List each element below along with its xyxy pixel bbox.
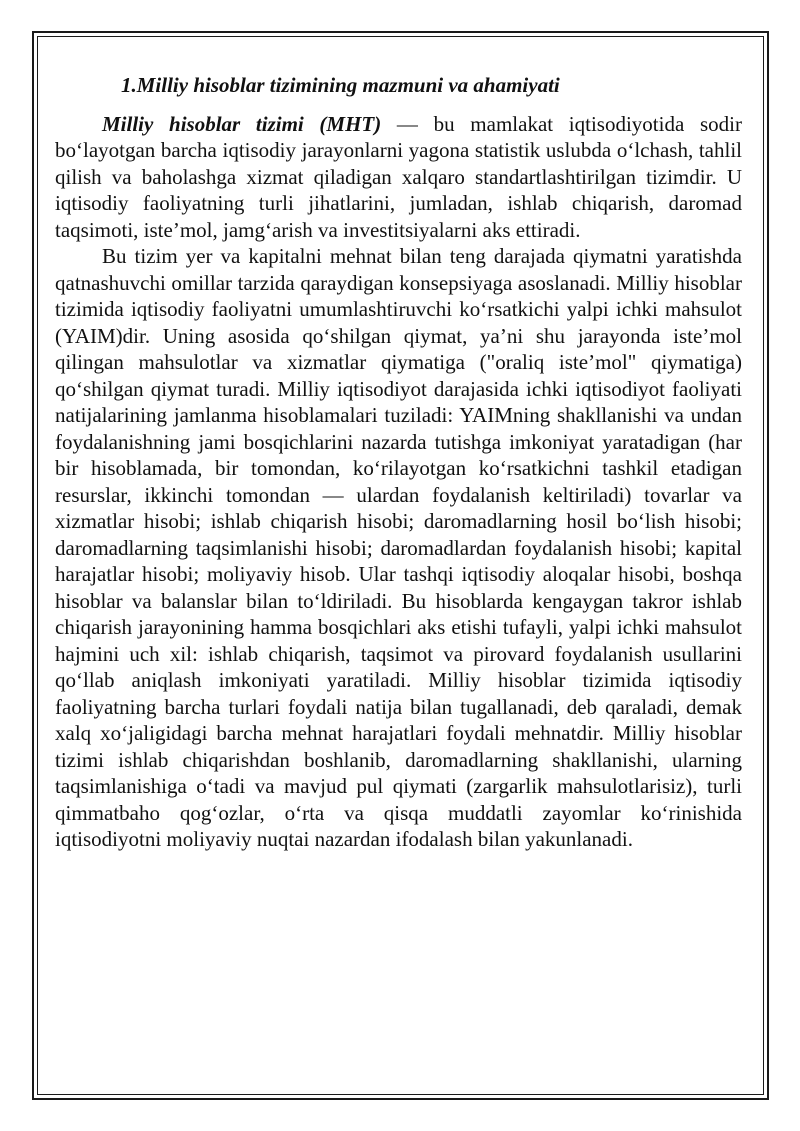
definition-text: — bu mamlakat iqtisodiyotida sodir bo‘layotgan barcha iqtisodiy jarayonlarni yagona statistik uslubda o‘lchash, tahlil qilish va baholashga xizmat qiladigan xalqaro standartlashtirilgan tizimdir. U iqtisodiy faoliyatning turli jihatlarini, jumladan, ishlab chiqarish, daromad taqsimoti, iste’mol, jamg‘arish va investitsiyalarni aks ettiradi. bbox=[55, 111, 742, 242]
paragraph-definition bbox=[55, 111, 742, 244]
document-body bbox=[55, 72, 742, 853]
defined-term: Milliy hisoblar tizimi (MHT) bbox=[102, 111, 382, 136]
section-heading: 1.Milliy hisoblar tizimining mazmuni va ahamiyati bbox=[121, 73, 560, 97]
paragraph-body: Bu tizim yer va kapitalni mehnat bilan teng darajada qiymatni yaratishda qatnashuvchi omillar tarzida qaraydigan konsepsiyaga asoslanadi. Milliy hisoblar tizimida iqtisodiy faoliyatni umumlashtiruvchi ko‘rsatkichi yalpi ichki mahsulot (YAIM)dir. Uning asosida qo‘shilgan qiymat, ya’ni shu jarayonda iste’mol qilingan mahsulotlar va xizmatlar qiymatiga ("oraliq iste’mol" qiymatiga) qo‘shilgan qiymat turadi. Milliy iqtisodiyot darajasida ichki iqtisodiyot faoliyati natijalarining jamlanma hisoblamalari tuziladi: YAIMning shakllanishi va undan foydalanishning jami bosqichlarini nazarda tutishga imkoniyat yaratadigan (har bir hisoblamada, bir tomondan, ko‘rilayotgan ko‘rsatkichni tashkil etadigan resurslar, ikkinchi tomondan — ulardan foydalanish keltiriladi) tovarlar va xizmatlar hisobi; ishlab chiqarish hisobi; daromadlarning hosil bo‘lish hisobi; daromadlarning taqsimlanishi hisobi; daromadlardan foydalanish hisobi; kapital harajatlar hisobi; moliyaviy hisob. Ular tashqi iqtisodiy aloqalar hisobi, boshqa hisoblar va balanslar bilan to‘ldiriladi. Bu hisoblarda kengaygan takror ishlab chiqarish jarayonining hamma bosqichlari aks etishi tufayli, yalpi ichki mahsulot hajmini uch xil: ishlab chiqarish, taqsimot va pirovard foydalanish usullarini qo‘llab aniqlash imkoniyati yaratiladi. Milliy hisoblar tizimida iqtisodiy faoliyatning barcha turlari foydali natija bilan tugallanadi, deb qaraladi, demak xalq xo‘jaligidagi barcha mehnat harajatlari foydali mehnatdir. Milliy hisoblar tizimi ishlab chiqarishdan boshlanib, daromadlarning shakllanishi, ularning taqsimlanishiga o‘tadi va mavjud pul qiymati (zargarlik mahsulotlarisiz), turli qimmatbaho qog‘ozlar, o‘rta va qisqa muddatli zayomlar ko‘rinishida iqtisodiyotni moliyaviy nuqtai nazardan ifodalash bilan yakunlanadi. bbox=[55, 244, 742, 851]
